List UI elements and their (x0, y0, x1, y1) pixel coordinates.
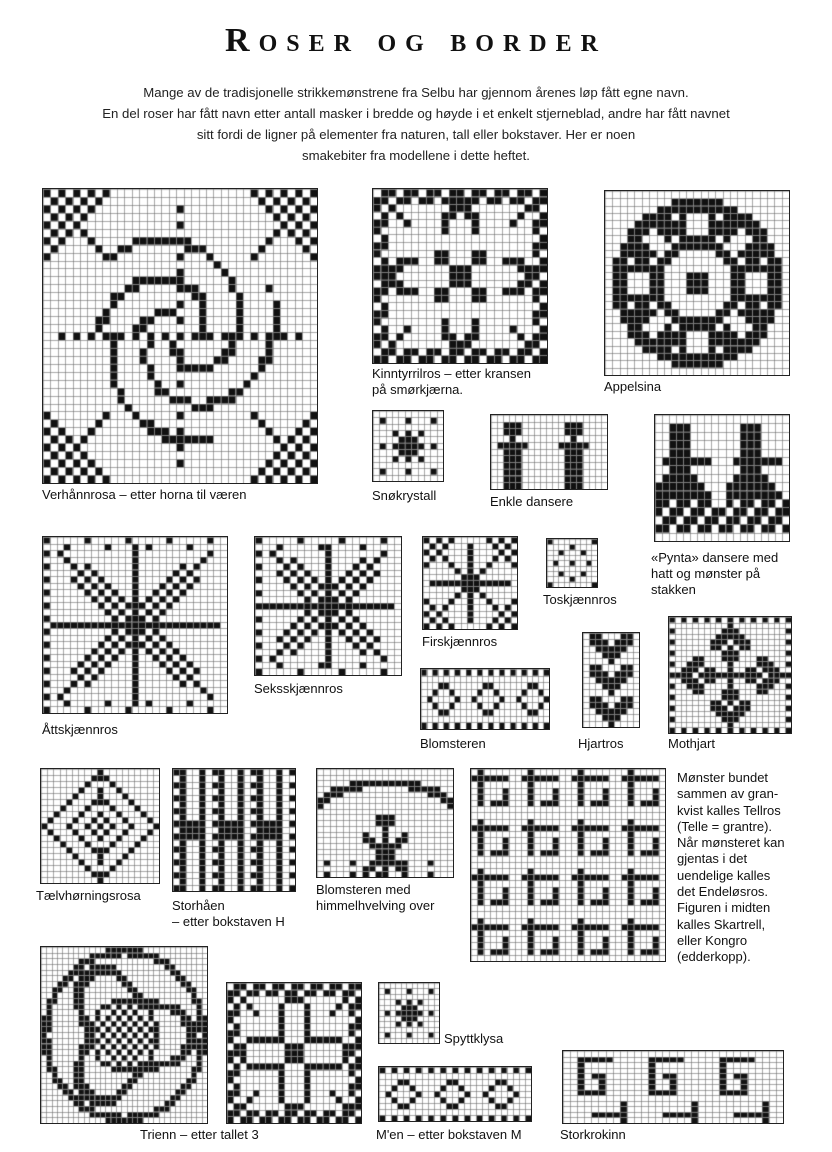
caption-line: Blomsteren med (316, 882, 411, 897)
caption-line: Seksskjænnros (254, 681, 343, 696)
intro-line: smakebiter fra modellene i dette heftet. (302, 148, 530, 163)
chart-verhannrosa (42, 188, 318, 484)
caption-snokrystall (372, 488, 436, 504)
chart-appelsina (604, 190, 790, 376)
side-line: det Endeløsros. (677, 884, 769, 900)
caption-line: Enkle dansere (490, 494, 574, 509)
chart-taelvhorningsrosa (40, 768, 160, 884)
side-line: uendelige kalles (677, 867, 771, 883)
caption-appelsina (604, 379, 661, 395)
side-line: kvist kalles Tellros (677, 802, 781, 818)
caption-line: Storkrokinn (560, 1127, 626, 1142)
caption-line: Trienn – etter tallet 3 (140, 1127, 259, 1142)
side-line: Mønster bundet (677, 770, 769, 785)
caption-line: «Pynta» dansere med (651, 550, 779, 565)
side-line: kalles Skartrell, (677, 916, 766, 932)
side-line: (Telle = grantre). (677, 818, 773, 834)
chart-blomsteren (420, 668, 550, 730)
intro-line: En del roser har fått navn etter antall masker i bredde og høyde i et enkelt stjerneblad, andre har fått navnet (102, 106, 730, 121)
caption-line: hatt og mønster på (651, 566, 761, 581)
caption-seksskjennros (254, 681, 343, 697)
chart-firskjennros (422, 536, 518, 630)
tellros-description (677, 770, 827, 966)
caption-storhaen (172, 898, 285, 930)
caption-spyttklysa (444, 1031, 503, 1047)
caption-line: Åttskjænnros (42, 722, 118, 737)
side-line: Når mønsteret kan (677, 835, 785, 851)
caption-storkrokinn (560, 1127, 626, 1143)
caption-line: Firskjænnros (422, 634, 498, 649)
chart-storhaen (172, 768, 296, 892)
chart-snokrystall (372, 410, 444, 482)
caption-attskjennros (42, 722, 118, 738)
caption-hjartros (578, 736, 624, 752)
caption-line: Storhåen (172, 898, 225, 913)
caption-line: Appelsina (604, 379, 662, 394)
caption-line: Blomsteren (420, 736, 486, 751)
chart-midt-rose (226, 982, 362, 1124)
caption-line: M'en – etter bokstaven M (376, 1127, 522, 1142)
chart-attskjennros (42, 536, 228, 714)
caption-line: Spyttklysa (444, 1031, 504, 1046)
intro-line: Mange av de tradisjonelle strikkemønstrene fra Selbu har gjennom årenes løp fått egne navn. (143, 85, 689, 100)
chart-spyttklysa (378, 982, 440, 1044)
chart-tellros (470, 768, 666, 962)
caption-trienn (140, 1127, 259, 1143)
caption-taelvhorningsrosa (36, 888, 141, 904)
caption-toskjennros (543, 592, 617, 608)
side-line: gjentas i det (677, 851, 748, 867)
chart-storkrokinn (562, 1050, 784, 1124)
caption-line: – etter bokstaven H (172, 914, 285, 929)
chart-mothjart (668, 616, 792, 734)
chart-enkle-dansere (490, 414, 608, 490)
chart-pynta-dansere (654, 414, 790, 542)
chart-blomsteren-himmel (316, 768, 454, 878)
caption-line: Toskjænnros (543, 592, 617, 607)
chart-hjartros (582, 632, 640, 728)
chart-toskjennros (546, 538, 598, 588)
side-line: eller Kongro (677, 932, 748, 948)
caption-line: Hjartros (578, 736, 624, 751)
page-title: Roser og border (225, 22, 607, 59)
chart-kinntyrrilros (372, 188, 548, 364)
caption-firskjennros (422, 634, 497, 650)
side-line: Figuren i midten (677, 900, 771, 916)
caption-line: Verhånnrosa – etter horna til væren (42, 487, 247, 502)
intro-text (60, 82, 772, 166)
side-line: (edderkopp). (677, 949, 751, 965)
caption-verhannrosa (42, 487, 247, 503)
caption-line: Kinntyrrilros – etter kransen (372, 366, 531, 381)
caption-line: på smørkjærna. (372, 382, 464, 397)
caption-mothjart (668, 736, 715, 752)
intro-line: sitt fordi de ligner på elementer fra naturen, tall eller bokstaver. Her er noen (196, 127, 636, 142)
caption-men (376, 1127, 522, 1143)
caption-pynta-dansere (651, 550, 778, 598)
caption-line: himmelhvelving over (316, 898, 435, 913)
caption-line: Tælvhørningsrosa (36, 888, 141, 903)
caption-line: stakken (651, 582, 696, 597)
chart-seksskjennros (254, 536, 402, 676)
caption-line: Snøkrystall (372, 488, 437, 503)
caption-kinntyrrilros (372, 366, 531, 398)
caption-blomsteren-himmel (316, 882, 435, 914)
caption-enkle-dansere (490, 494, 573, 510)
caption-line: Mothjart (668, 736, 715, 751)
side-line: sammen av gran- (677, 786, 779, 802)
chart-trienn (40, 946, 208, 1124)
chart-men (378, 1066, 532, 1122)
caption-blomsteren (420, 736, 486, 752)
